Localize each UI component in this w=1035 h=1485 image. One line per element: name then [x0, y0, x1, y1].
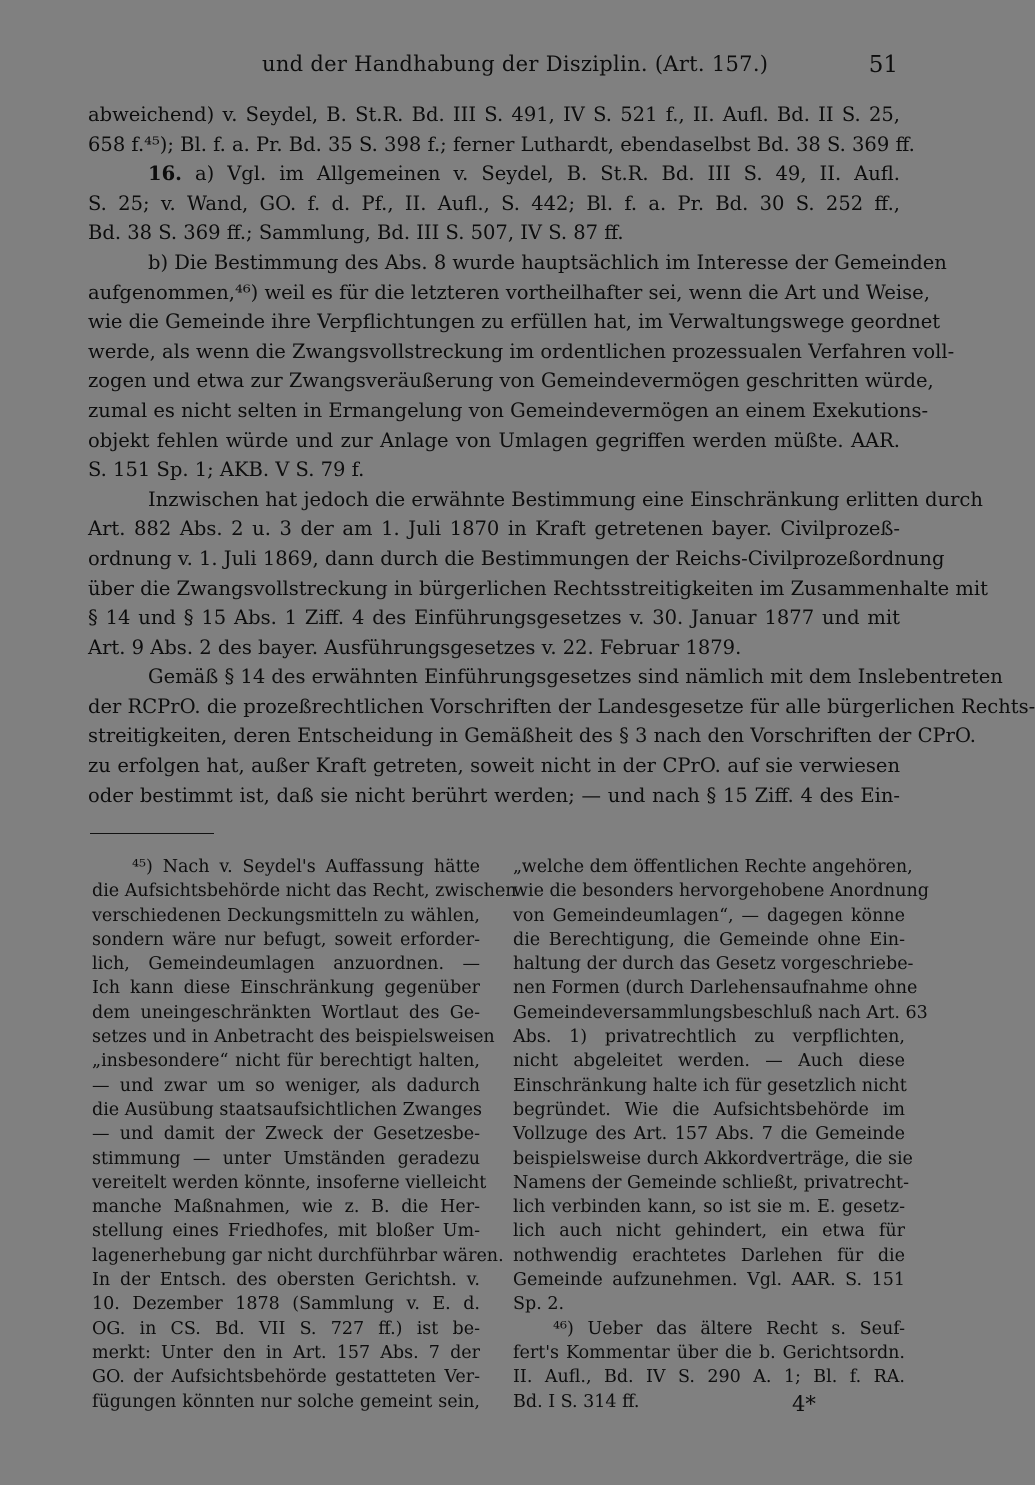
footnote-line: nicht abgeleitet werden. — Auch diese: [513, 1051, 905, 1072]
footnote-line: Bd. I S. 314 ff.: [513, 1391, 640, 1412]
footnote-line: stellung eines Friedhofes, mit bloßer Um-: [92, 1221, 480, 1242]
footnote-line: ⁴⁶) Ueber das ältere Recht s. Seuf-: [553, 1318, 905, 1339]
signature-mark: 4*: [792, 1392, 816, 1416]
text-line: streitigkeiten, deren Entscheidung in Gemäßheit des § 3 nach den Vorschriften der CPrO.: [88, 724, 976, 748]
text-line: über die Zwangsvollstreckung in bürgerlichen Rechtsstreitigkeiten im Zusammenhalte mit: [88, 576, 988, 600]
footnote-line: wie die besonders hervorgehobene Anordnung: [513, 881, 929, 902]
footnote-line: stimmung — unter Umständen geradezu: [92, 1148, 480, 1169]
footnote-line: OG. in CS. Bd. VII S. 727 ff.) ist be-: [92, 1318, 480, 1339]
footnote-line: fert's Kommentar über die b. Gerichtsordn.: [513, 1342, 905, 1363]
text-line: Bd. 38 S. 369 ff.; Sammlung, Bd. III S. 507, IV S. 87 ff.: [88, 221, 624, 245]
footnote-column-left: [92, 855, 517, 1414]
footnote-rule: [90, 833, 214, 834]
text-line: zogen und etwa zur Zwangsveräußerung von Gemeindevermögen geschritten würde,: [88, 369, 934, 393]
text-line: wie die Gemeinde ihre Verpflichtungen zu erfüllen hat, im Verwaltungswege geordnet: [88, 310, 941, 334]
footnote-line: Gemeindeversammlungsbeschluß nach Art. 63: [513, 1002, 928, 1023]
footnote-line: Namens der Gemeinde schließt, privatrecht-: [513, 1172, 909, 1193]
footnote-line: fügungen könnten nur solche gemeint sein,: [92, 1391, 480, 1412]
footnote-line: Abs. 1) privatrechtlich zu verpflichten,: [513, 1027, 905, 1048]
footnote-line: — und damit der Zweck der Gesetzesbe-: [92, 1124, 480, 1145]
footnote-line: dem uneingeschränkten Wortlaut des Ge-: [92, 1002, 480, 1023]
footnote-line: haltung der durch das Gesetz vorgeschriebe-: [513, 954, 914, 975]
footnote-line: lich, Gemeindeumlagen anzuordnen. —: [92, 954, 480, 975]
footnote-line: beispielsweise durch Akkordverträge, die sie: [513, 1148, 913, 1169]
footnote-line: „welche dem öffentlichen Rechte angehören,: [513, 857, 913, 877]
main-text: [88, 100, 1035, 810]
text-line: b) Die Bestimmung des Abs. 8 wurde hauptsächlich im Interesse der Gemeinden: [148, 250, 947, 274]
footnote-line: die Ausübung staatsaufsichtlichen Zwanges: [92, 1099, 482, 1120]
text-line: Art. 9 Abs. 2 des bayer. Ausführungsgesetzes v. 22. Februar 1879.: [88, 635, 742, 659]
footnote-line: GO. der Aufsichtsbehörde gestatteten Ver-: [92, 1367, 480, 1388]
text-line: Inzwischen hat jedoch die erwähnte Bestimmung eine Einschränkung erlitten durch: [148, 487, 983, 511]
text-line: 658 f.⁴⁵); Bl. f. a. Pr. Bd. 35 S. 398 f.; ferner Luthardt, ebendaselbst Bd. 38 S. 369 ff.: [88, 132, 915, 156]
footnote-line: setzes und in Anbetracht des beispielsweisen: [92, 1027, 495, 1048]
footnote-line: 10. Dezember 1878 (Sammlung v. E. d.: [92, 1294, 480, 1315]
footnote-line: Ich kann diese Einschränkung gegenüber: [92, 978, 480, 999]
footnote-line: nothwendig erachtetes Darlehen für die: [513, 1245, 905, 1266]
text-line: oder bestimmt ist, daß sie nicht berührt werden; — und nach § 15 Ziff. 4 des Ein-: [88, 783, 900, 807]
footnote-line: verschiedenen Deckungsmitteln zu wählen,: [92, 905, 480, 926]
text-line: S. 25; v. Wand, GO. f. d. Pf., II. Aufl., S. 442; Bl. f. a. Pr. Bd. 30 S. 252 ff.,: [88, 191, 900, 215]
footnote-line: vereitelt werden könnte, insoferne vielleicht: [92, 1172, 487, 1193]
footnote-line: „insbesondere“ nicht für berechtigt halten,: [92, 1051, 480, 1072]
footnote-line: ⁴⁵) Nach v. Seydel's Auffassung hätte: [132, 857, 480, 877]
text-line: [88, 159, 900, 189]
section-text: a) Vgl. im Allgemeinen v. Seydel, B. St.R. Bd. III S. 49, II. Aufl.: [194, 162, 900, 186]
text-line: § 14 und § 15 Abs. 1 Ziff. 4 des Einführungsgesetzes v. 30. Januar 1877 und mit: [88, 606, 900, 630]
text-line: objekt fehlen würde und zur Anlage von Umlagen gegriffen werden müßte. AAR.: [88, 428, 900, 452]
text-line: zumal es nicht selten in Ermangelung von Gemeindevermögen an einem Exekutions-: [88, 398, 929, 422]
footnote-line: lagenerhebung gar nicht durchführbar wären.: [92, 1245, 504, 1266]
footnote-line: Einschränkung halte ich für gesetzlich nicht: [513, 1075, 907, 1096]
footnote-line: die Berechtigung, die Gemeinde ohne Ein-: [513, 929, 905, 950]
text-line: abweichend) v. Seydel, B. St.R. Bd. III S. 491, IV S. 521 f., II. Aufl. Bd. II S. 25,: [88, 103, 900, 126]
text-line: ordnung v. 1. Juli 1869, dann durch die Bestimmungen der Reichs-Civilprozeßordnung: [88, 546, 945, 570]
footnote-line: Gemeinde aufzunehmen. Vgl. AAR. S. 151: [513, 1270, 905, 1291]
footnote-line: — und zwar um so weniger, als dadurch: [92, 1075, 480, 1096]
text-line: der RCPrO. die prozeßrechtlichen Vorschriften der Landesgesetze für alle bürgerlichen Rechts-: [88, 694, 1035, 718]
footnote-line: von Gemeindeumlagen“, — dagegen könne: [513, 905, 905, 926]
footnote-line: Vollzuge des Art. 157 Abs. 7 die Gemeinde: [513, 1124, 905, 1145]
text-line: zu erfolgen hat, außer Kraft getreten, soweit nicht in der CPrO. auf sie verwiesen: [88, 754, 900, 778]
section-number: 16.: [148, 162, 182, 186]
text-line: aufgenommen,⁴⁶) weil es für die letzteren vortheilhafter sei, wenn die Art und Weise,: [88, 280, 930, 304]
footnote-line: sondern wäre nur befugt, soweit erforder-: [92, 929, 480, 950]
footnote-line: lich verbinden kann, so ist sie m. E. gesetz-: [513, 1197, 905, 1218]
footnote-line: begründet. Wie die Aufsichtsbehörde im: [513, 1099, 905, 1120]
footnote-line: nen Formen (durch Darlehensaufnahme ohne: [513, 978, 918, 999]
footnote-line: manche Maßnahmen, wie z. B. die Her-: [92, 1197, 480, 1218]
footnote-line: lich auch nicht gehindert, ein etwa für: [513, 1221, 905, 1242]
page-number: 51: [868, 52, 898, 78]
text-line: Gemäß § 14 des erwähnten Einführungsgesetzes sind nämlich mit dem Inslebentreten: [148, 665, 1003, 689]
footnote-line: Sp. 2.: [513, 1294, 565, 1315]
footnote-line: merkt: Unter den in Art. 157 Abs. 7 der: [92, 1342, 480, 1363]
footnote-line: In der Entsch. des obersten Gerichtsh. v.: [92, 1270, 480, 1291]
text-line: werde, als wenn die Zwangsvollstreckung im ordentlichen prozessualen Verfahren voll-: [88, 339, 955, 363]
text-line: Art. 882 Abs. 2 u. 3 der am 1. Juli 1870 in Kraft getretenen bayer. Civilprozeß-: [88, 517, 900, 541]
text-line: S. 151 Sp. 1; AKB. V S. 79 f.: [88, 458, 365, 482]
running-head: und der Handhabung der Disziplin. (Art. 157.): [262, 52, 769, 76]
footnote-line: II. Aufl., Bd. IV S. 290 A. 1; Bl. f. RA.: [513, 1367, 905, 1388]
footnote-column-right: [513, 855, 929, 1414]
footnote-line: die Aufsichtsbehörde nicht das Recht, zwischen: [92, 881, 517, 902]
